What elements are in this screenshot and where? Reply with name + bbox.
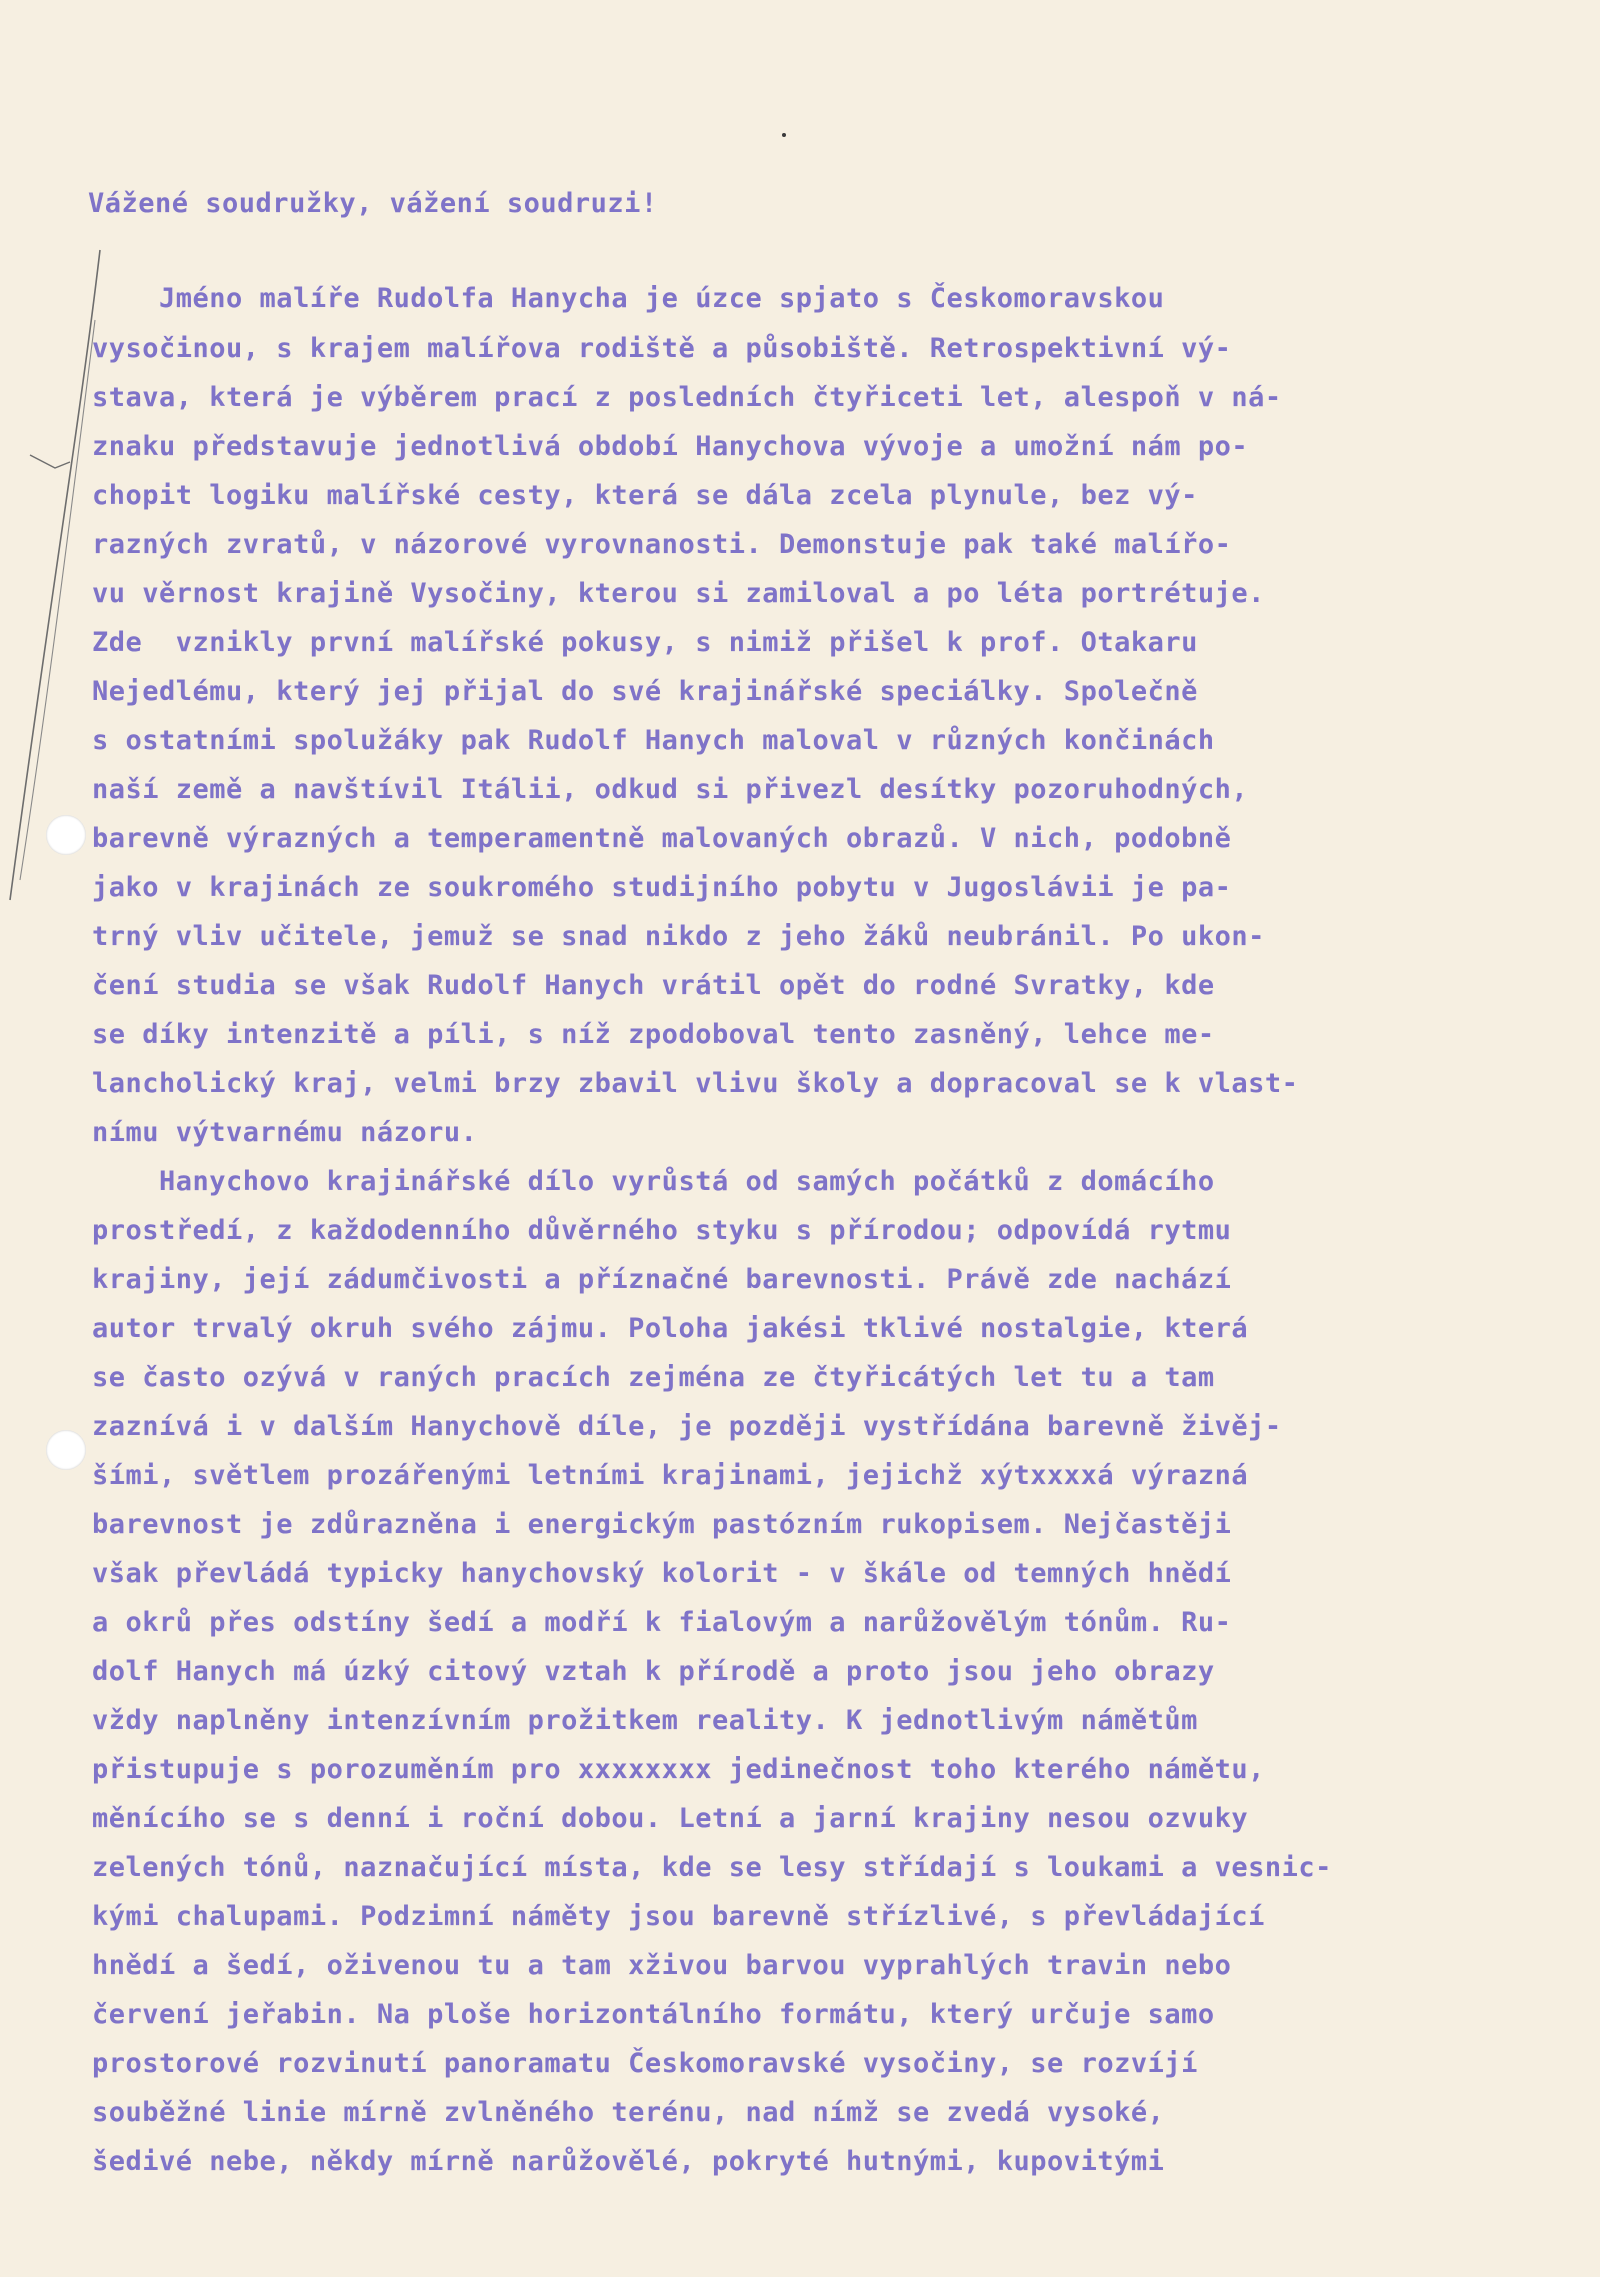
text-line: Hanychovo krajinářské dílo vyrůstá od samých počátků z domácího <box>92 1166 1215 1197</box>
text-line: naší země a navštívil Itálii, odkud si přivezl desítky pozoruhodných, <box>92 774 1249 805</box>
ink-speck <box>782 133 786 137</box>
text-line: Jméno malíře Rudolfa Hanycha je úzce spjato s Českomoravskou <box>92 283 1165 314</box>
text-line: a okrů přes odstíny šedí a modří k fialovým a narůžovělým tónům. Ru- <box>92 1607 1232 1638</box>
text-line: vždy naplněny intenzívním prožitkem reality. K jednotlivým námětům <box>92 1705 1198 1736</box>
text-line: nímu výtvarnému názoru. <box>92 1117 478 1148</box>
text-line: prostředí, z každodenního důvěrného styku s přírodou; odpovídá rytmu <box>92 1215 1232 1246</box>
salutation: Vážené soudružky, vážení soudruzi! <box>88 188 658 219</box>
text-line: stava, která je výběrem prací z posledních čtyřiceti let, alespoň v ná- <box>92 382 1282 413</box>
punch-hole-upper <box>46 815 86 855</box>
text-line: Zde vznikly první malířské pokusy, s nimiž přišel k prof. Otakaru <box>92 627 1198 658</box>
text-line: čení studia se však Rudolf Hanych vrátil opět do rodné Svratky, kde <box>92 970 1215 1001</box>
text-line: Nejedlému, který jej přijal do své krajinářské speciálky. Společně <box>92 676 1198 707</box>
text-line: barevně výrazných a temperamentně malovaných obrazů. V nich, podobně <box>92 823 1232 854</box>
text-line: se díky intenzitě a píli, s níž zpodoboval tento zasněný, lehce me- <box>92 1019 1215 1050</box>
text-line: však převládá typicky hanychovský kolorit - v škále od temných hnědí <box>92 1558 1232 1589</box>
text-line: prostorové rozvinutí panoramatu Českomoravské vysočiny, se rozvíjí <box>92 2048 1198 2079</box>
text-line: znaku představuje jednotlivá období Hanychova vývoje a umožní nám po- <box>92 431 1249 462</box>
text-line: krajiny, její zádumčivosti a příznačné barevnosti. Právě zde nachází <box>92 1264 1232 1295</box>
text-line: razných zvratů, v názorové vyrovnanosti. Demonstuje pak také malířo- <box>92 529 1232 560</box>
text-line: přistupuje s porozuměním pro xxxxxxxx jedinečnost toho kterého námětu, <box>92 1754 1265 1785</box>
text-line: zelených tónů, naznačující místa, kde se lesy střídají s loukami a vesnic- <box>92 1852 1332 1883</box>
text-line: měnícího se s denní i roční dobou. Letní a jarní krajiny nesou ozvuky <box>92 1803 1249 1834</box>
punch-hole-lower <box>46 1430 86 1470</box>
text-line: dolf Hanych má úzký citový vztah k přírodě a proto jsou jeho obrazy <box>92 1656 1215 1687</box>
text-line: vu věrnost krajině Vysočiny, kterou si zamiloval a po léta portrétuje. <box>92 578 1265 609</box>
text-line: hnědí a šedí, oživenou tu a tam xživou barvou vyprahlých travin nebo <box>92 1950 1232 1981</box>
text-line: červení jeřabin. Na ploše horizontálního formátu, který určuje samo <box>92 1999 1215 2030</box>
text-line: šedivé nebe, někdy mírně narůžovělé, pokryté hutnými, kupovitými <box>92 2146 1165 2177</box>
text-line: zaznívá i v dalším Hanychově díle, je později vystřídána barevně živěj- <box>92 1411 1282 1442</box>
text-line: šími, světlem prozářenými letními krajinami, jejichž xýtxxxxá výrazná <box>92 1460 1249 1491</box>
text-line: s ostatními spolužáky pak Rudolf Hanych maloval v různých končinách <box>92 725 1215 756</box>
text-line: jako v krajinách ze soukromého studijního pobytu v Jugoslávii je pa- <box>92 872 1232 903</box>
text-line: chopit logiku malířské cesty, která se dála zcela plynule, bez vý- <box>92 480 1198 511</box>
text-line: trný vliv učitele, jemuž se snad nikdo z jeho žáků neubránil. Po ukon- <box>92 921 1265 952</box>
text-line: vysočinou, s krajem malířova rodiště a působiště. Retrospektivní vý- <box>92 333 1232 364</box>
text-line: souběžné linie mírně zvlněného terénu, nad nímž se zvedá vysoké, <box>92 2097 1165 2128</box>
text-line: se často ozývá v raných pracích zejména ze čtyřicátých let tu a tam <box>92 1362 1215 1393</box>
text-line: autor trvalý okruh svého zájmu. Poloha jakési tklivé nostalgie, která <box>92 1313 1249 1344</box>
text-line: kými chalupami. Podzimní náměty jsou barevně střízlivé, s převládající <box>92 1901 1265 1932</box>
text-line: barevnost je zdůrazněna i energickým pastózním rukopisem. Nejčastěji <box>92 1509 1232 1540</box>
text-line: lancholický kraj, velmi brzy zbavil vlivu školy a dopracoval se k vlast- <box>92 1068 1299 1099</box>
